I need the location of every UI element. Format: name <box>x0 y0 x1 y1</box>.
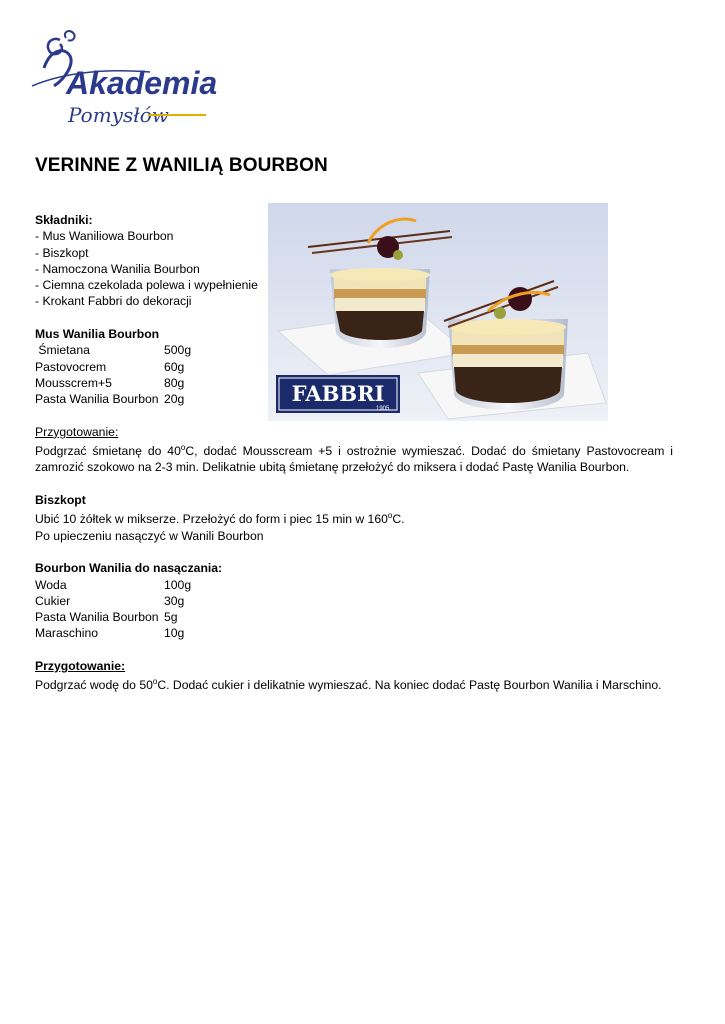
soak-row: Cukier 30g <box>35 593 185 608</box>
soak-heading: Bourbon Wanilia do nasączania: <box>35 561 223 576</box>
soak-row: Woda 100g <box>35 577 192 592</box>
mus-prep-heading: Przygotowanie: <box>35 424 119 439</box>
akademia-pomyslow-logo <box>30 28 220 138</box>
ingredient-item: - Ciemna czekolada polewa i wypełnienie <box>35 278 258 293</box>
mus-row: Pasta Wanilia Bourbon 20g <box>35 392 185 407</box>
soak-row: Pasta Wanilia Bourbon 5g <box>35 610 178 625</box>
ingredient-item: - Krokant Fabbri do dekoracji <box>35 294 192 309</box>
biszkopt-line: Po upieczeniu nasączyć w Wanili Bourbon <box>35 528 264 543</box>
soak-prep-text: Podgrzać wodę do 50$^o$C. Dodać cukier i delikatnie wymieszać. Na koniec dodać Pastę Bourbon Wanilia i Marschino. <box>35 677 662 693</box>
soak-prep-heading: Przygotowanie: <box>35 659 126 674</box>
ingredient-item: - Biszkopt <box>35 245 89 260</box>
svg-text:1905: 1905 <box>376 406 390 412</box>
page-title: VERINNE Z WANILIĄ BOURBON <box>35 155 328 176</box>
svg-text:Akademia: Akademia <box>66 65 218 101</box>
mus-row: Mousscrem+5 80g <box>35 375 185 390</box>
mus-row: Pastovocrem 60g <box>35 359 185 374</box>
svg-text:FABBRI: FABBRI <box>291 381 385 406</box>
soak-row: Maraschino 10g <box>35 626 185 641</box>
mus-heading: Mus Wanilia Bourbon <box>35 327 160 342</box>
biszkopt-line: Ubić 10 żółtek w mikserze. Przełożyć do form i piec 15 min w 160$^o$C. <box>35 511 405 527</box>
biszkopt-heading: Biszkopt <box>35 493 86 508</box>
recipe-body <box>35 212 675 694</box>
ingredients-heading: Składniki: <box>35 213 93 227</box>
ingredient-item: - Mus Waniliowa Bourbon <box>35 229 174 244</box>
mus-prep-text: Podgrzać śmietanę do 40$^o$C, dodać Mousscream +5 i ostrożnie wymieszać. Dodać do śmietany Pastovocream i zamrozić szokowo na 2-3 min. Delikatnie ubitą śmietanę przełożyć do miksera i dodać Pastę Wanilia Bourbon. <box>35 443 673 475</box>
svg-text:Pomysłów: Pomysłów <box>68 103 169 127</box>
mus-row: Śmietana 500g <box>35 343 192 358</box>
ingredient-item: - Namoczona Wanilia Bourbon <box>35 261 200 276</box>
